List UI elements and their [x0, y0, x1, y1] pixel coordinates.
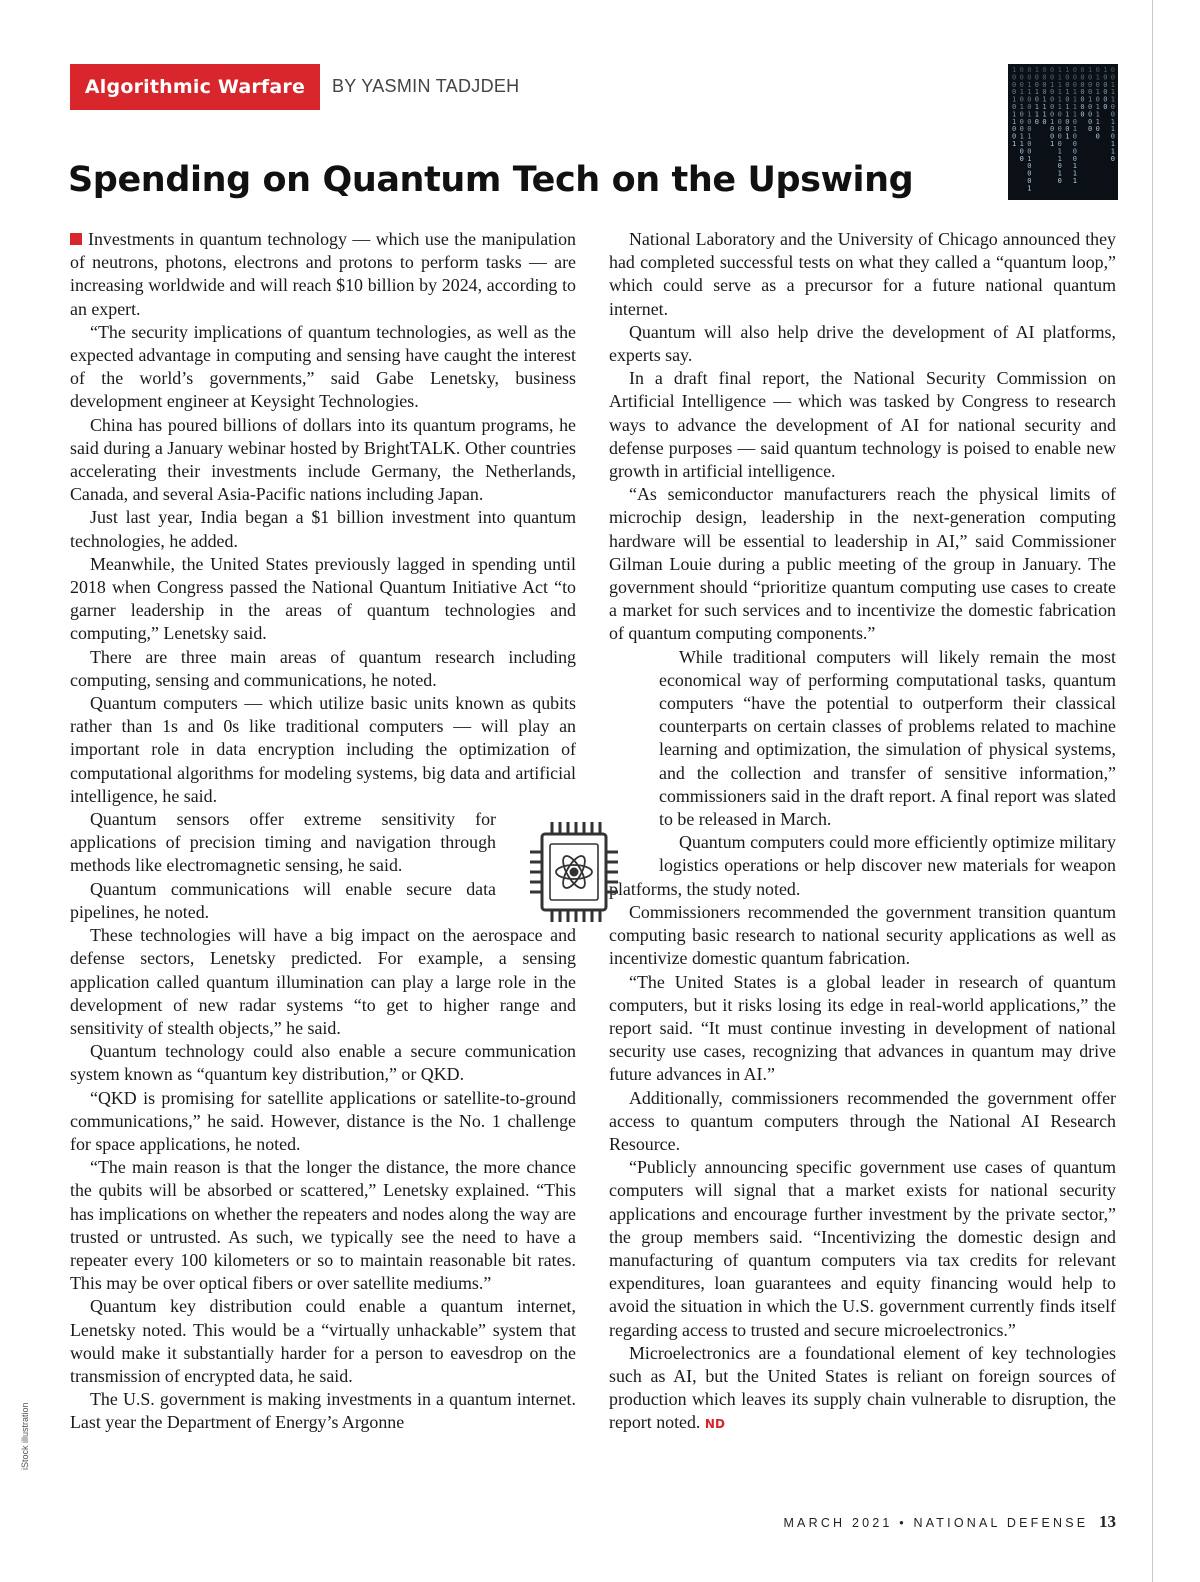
svg-text:1: 1	[1072, 125, 1078, 134]
svg-text:1: 1	[1019, 132, 1024, 141]
svg-text:0: 0	[1103, 88, 1108, 97]
svg-text:0: 0	[1042, 88, 1047, 97]
svg-text:0: 0	[1034, 80, 1040, 89]
svg-text:0: 0	[1103, 103, 1108, 111]
svg-text:0: 0	[1080, 66, 1085, 74]
svg-text:1: 1	[1072, 110, 1078, 119]
svg-text:0: 0	[1065, 117, 1070, 126]
svg-text:0: 0	[1057, 162, 1062, 171]
svg-text:0: 0	[1012, 103, 1017, 111]
svg-text:0: 0	[1019, 66, 1024, 74]
article-paragraph: China has poured billions of dollars into its quantum programs, he said during a January webinar hosted by BrightTALK. Other countries accelerating their investments include Germany, the Netherlands, Canada, and several Asia-Pacific nations including Japan.	[70, 414, 576, 505]
svg-text:1: 1	[1050, 80, 1055, 89]
svg-text:1: 1	[1057, 154, 1062, 163]
svg-text:1: 1	[1027, 154, 1032, 163]
end-mark: ND	[704, 1417, 725, 1432]
svg-text:1: 1	[1027, 80, 1032, 89]
svg-text:1: 1	[1057, 169, 1062, 178]
article-paragraph: Quantum communications will enable secure data pipelines, he noted.	[70, 878, 496, 922]
svg-text:1: 1	[1057, 95, 1062, 104]
svg-text:1: 1	[1034, 110, 1040, 119]
svg-text:0: 0	[1019, 95, 1024, 104]
svg-text:1: 1	[1103, 66, 1108, 74]
svg-text:0: 0	[1057, 177, 1062, 185]
svg-text:1: 1	[1027, 88, 1032, 97]
article-paragraph: The U.S. government is making investments in a quantum internet. Last year the Department of Energy’s Argonne	[70, 1389, 576, 1433]
svg-text:1: 1	[1027, 184, 1032, 193]
article-paragraph: In a draft final report, the National Security Commission on Artificial Intelligence — which was tasked by Congress to research ways to advance the development of AI for national security and defense purposes — said quantum technology is poised to enable new growth in artificial intelligence.	[609, 368, 1116, 482]
svg-text:1: 1	[1057, 73, 1062, 82]
svg-text:0: 0	[1080, 73, 1085, 82]
svg-text:0: 0	[1072, 132, 1078, 141]
article-paragraph: Quantum will also help drive the development of AI platforms, experts say.	[609, 321, 1116, 366]
svg-text:0: 0	[1088, 88, 1093, 97]
article-paragraph: These technologies will have a big impact on the aerospace and defense sectors, Lenetsky predicted. For example, a sensing application called quantum illumination can play a large role in the development of new radar systems “to get to higher range and sensitivity of stealth objects,” he said.	[70, 925, 576, 1038]
svg-text:0: 0	[1042, 117, 1047, 126]
svg-text:1: 1	[1042, 95, 1047, 104]
photo-credit: iStock illustration	[20, 1402, 30, 1470]
svg-text:1: 1	[1057, 147, 1062, 156]
svg-text:0: 0	[1095, 66, 1100, 74]
svg-text:0: 0	[1095, 132, 1100, 141]
svg-text:0: 0	[1080, 95, 1085, 104]
svg-text:1: 1	[1110, 80, 1116, 89]
svg-text:0: 0	[1027, 117, 1032, 126]
svg-text:0: 0	[1019, 117, 1024, 126]
svg-text:0: 0	[1027, 66, 1032, 74]
svg-text:1: 1	[1012, 117, 1017, 126]
svg-text:1: 1	[1065, 66, 1070, 74]
article-paragraph: Quantum technology could also enable a secure communication system known as “quantum key distribution,” or QKD.	[70, 1041, 576, 1085]
svg-text:1: 1	[1057, 80, 1062, 89]
svg-text:1: 1	[1110, 140, 1116, 148]
svg-text:0: 0	[1042, 73, 1047, 82]
svg-text:0: 0	[1027, 147, 1032, 156]
svg-text:0: 0	[1088, 73, 1093, 82]
svg-text:1: 1	[1072, 162, 1078, 171]
svg-text:0: 0	[1027, 177, 1032, 185]
svg-text:1: 1	[1110, 117, 1116, 126]
right-column	[609, 228, 1116, 1437]
svg-text:1: 1	[1057, 66, 1062, 74]
svg-text:1: 1	[1065, 88, 1070, 97]
svg-text:0: 0	[1095, 80, 1100, 89]
svg-text:0: 0	[1072, 147, 1078, 156]
svg-text:0: 0	[1027, 169, 1032, 178]
svg-text:0: 0	[1012, 80, 1017, 89]
svg-text:1: 1	[1095, 73, 1100, 82]
svg-text:0: 0	[1057, 125, 1062, 134]
article-paragraph: “Publicly announcing specific government use cases of quantum computers will signal that a market exists for national security applications and encourage further investment by the private sector,” the group members said. “Incentivizing the domestic design and manufacturing of quantum computers via tax credits for relevant expenditures, loan guarantees and equity financing would help to avoid the situation in which the U.S. government currently finds itself regarding access to trusted and secure microelectronics.”	[609, 1157, 1116, 1340]
svg-text:0: 0	[1050, 73, 1055, 82]
svg-text:1: 1	[1072, 103, 1078, 111]
byline: BY YASMIN TADJDEH	[332, 76, 520, 96]
svg-text:1: 1	[1057, 103, 1062, 111]
article-paragraph: “The main reason is that the longer the distance, the more chance the qubits will be absorbed or scattered,” Lenetsky explained. “This has implications on whether the repeaters and nodes along the way are trusted or untrusted. As such, we typically see the need to have a repeater every 100 kilometers or so to maintain reasonable bit rates. This may be over optical fibers or over satellite mediums.”	[70, 1157, 576, 1294]
svg-text:1: 1	[1034, 88, 1040, 97]
svg-text:0: 0	[1110, 154, 1116, 163]
page-number: 13	[1099, 1512, 1116, 1531]
article-paragraph: Quantum computers — which utilize basic units known as qubits rather than 1s and 0s like traditional computers — will play an important role in data encryption including the optimization of computational algorithms for modeling systems, big data and artificial intelligence, he said.	[70, 693, 576, 806]
svg-text:1: 1	[1042, 110, 1047, 119]
headline: Spending on Quantum Tech on the Upswing	[68, 160, 914, 200]
svg-text:1: 1	[1072, 88, 1078, 97]
svg-text:0: 0	[1012, 125, 1017, 134]
svg-text:0: 0	[1027, 103, 1032, 111]
svg-text:1: 1	[1095, 117, 1100, 126]
svg-text:1: 1	[1012, 110, 1017, 119]
svg-text:0: 0	[1095, 125, 1100, 134]
svg-text:0: 0	[1110, 103, 1116, 111]
svg-text:1: 1	[1110, 147, 1116, 156]
svg-text:1: 1	[1065, 103, 1070, 111]
svg-text:0: 0	[1072, 140, 1078, 148]
svg-text:0: 0	[1057, 110, 1062, 119]
svg-text:0: 0	[1027, 162, 1032, 171]
svg-text:1: 1	[1095, 110, 1100, 119]
svg-text:0: 0	[1110, 132, 1116, 141]
svg-text:1: 1	[1072, 169, 1078, 178]
article-paragraph: Quantum key distribution could enable a quantum internet, Lenetsky noted. This would be a “virtually unhackable” system that would make it substantially harder for a person to eavesdrop on the transmission of encrypted data, he said.	[70, 1296, 576, 1386]
svg-text:0: 0	[1072, 154, 1078, 163]
svg-text:0: 0	[1072, 73, 1078, 82]
svg-text:0: 0	[1057, 140, 1062, 148]
article-paragraph: “The United States is a global leader in research of quantum computers, but it risks losing its edge in real-world applications,” the report said. “It must continue investing in development of national security use cases, recognizing that advances in quantum may drive future advances in AI.”	[609, 971, 1116, 1085]
svg-text:0: 0	[1050, 110, 1055, 119]
svg-text:0: 0	[1027, 140, 1032, 148]
article-paragraph: National Laboratory and the University of Chicago announced they had completed successful tests on what they called a “quantum loop,” which could serve as a precursor for a future national quantum internet.	[609, 229, 1116, 319]
svg-text:0: 0	[1072, 117, 1078, 126]
svg-text:0: 0	[1019, 147, 1024, 156]
svg-text:0: 0	[1027, 73, 1032, 82]
svg-text:0: 0	[1050, 125, 1055, 134]
svg-text:0: 0	[1103, 80, 1108, 89]
article-paragraph: Quantum computers could more efficiently optimize military logistics operations or help discover new materials for weapon platforms, the study noted.	[609, 832, 1116, 899]
svg-text:0: 0	[1050, 88, 1055, 97]
svg-text:1: 1	[1050, 117, 1055, 126]
svg-text:1: 1	[1012, 140, 1017, 148]
svg-text:0: 0	[1019, 73, 1024, 82]
article-paragraph: Just last year, India began a $1 billion investment into quantum technologies, he added.	[70, 507, 576, 551]
article-paragraph: “As semiconductor manufacturers reach the physical limits of microchip design, leadership in the next-generation computing hardware will be essential to leadership in AI,” said Commissioner Gilman Louie during a public meeting of the group in January. The government should “prioritize quantum computing use cases to create a market for such services and to incentivize the domestic fabrication of quantum computing components.”	[609, 484, 1116, 644]
svg-text:1: 1	[1065, 110, 1070, 119]
svg-text:0: 0	[1034, 73, 1040, 82]
svg-text:0: 0	[1019, 110, 1024, 119]
department-tag: Algorithmic Warfare	[70, 64, 320, 110]
svg-text:0: 0	[1057, 132, 1062, 141]
svg-text:0: 0	[1080, 88, 1085, 97]
svg-text:1: 1	[1027, 132, 1032, 141]
article-paragraph: Meanwhile, the United States previously lagged in spending until 2018 when Congress passed the National Quantum Initiative Act “to garner leadership in the areas of quantum technologies and computing,” Lenetsky said.	[70, 553, 576, 644]
svg-text:1: 1	[1042, 103, 1047, 111]
svg-text:0: 0	[1080, 80, 1085, 89]
svg-text:1: 1	[1095, 88, 1100, 97]
svg-text:0: 0	[1088, 110, 1093, 119]
svg-text:0: 0	[1050, 95, 1055, 104]
svg-text:1: 1	[1050, 140, 1055, 148]
page-edge-rule	[1152, 0, 1153, 1582]
svg-text:0: 0	[1072, 80, 1078, 89]
svg-text:0: 0	[1103, 95, 1108, 104]
article-paragraph: Microelectronics are a foundational element of key technologies such as AI, but the United States is reliant on foreign sources of production which leaves its supply chain vulnerable to disruption, the report noted. ND	[609, 1342, 1116, 1433]
svg-text:1: 1	[1012, 66, 1017, 74]
article-paragraph: Commissioners recommended the government transition quantum computing basic research to national security applications as well as incentivize domestic quantum fabrication.	[609, 901, 1116, 969]
svg-text:0: 0	[1065, 80, 1070, 89]
folio-text: MARCH 2021 • NATIONAL DEFENSE	[783, 1516, 1089, 1530]
svg-text:0: 0	[1065, 73, 1070, 82]
svg-text:0: 0	[1095, 95, 1100, 104]
left-column	[70, 228, 576, 1435]
svg-text:0: 0	[1065, 125, 1070, 134]
svg-text:0: 0	[1080, 103, 1085, 111]
svg-text:0: 0	[1110, 110, 1116, 119]
svg-text:0: 0	[1012, 73, 1017, 82]
svg-text:0: 0	[1019, 80, 1024, 89]
svg-text:0: 0	[1065, 95, 1070, 104]
svg-text:0: 0	[1042, 66, 1047, 74]
svg-text:0: 0	[1019, 125, 1024, 134]
page-footer	[783, 1512, 1116, 1532]
svg-text:1: 1	[1027, 110, 1032, 119]
article-paragraph: While traditional computers will likely remain the most economical way of performing computational tasks, quantum computers “have the potential to outperform their classical counterparts on certain classes of problems related to machine learning and optimization, the simulation of physical systems, and the collection and transfer of sensitive information,” commissioners said in the draft report. A final report was slated to be released in March.	[659, 646, 1116, 830]
svg-text:1: 1	[1072, 95, 1078, 104]
svg-text:0: 0	[1050, 66, 1055, 74]
article-paragraph: Investments in quantum technology — which use the manipulation of neutrons, photons, electrons and protons to perform tasks — are increasing worldwide and will reach $10 billion by 2024, according to an expert.	[70, 229, 576, 319]
lead-bullet	[70, 233, 82, 245]
svg-text:0: 0	[1110, 66, 1116, 74]
svg-text:1: 1	[1110, 95, 1116, 104]
svg-text:0: 0	[1027, 95, 1032, 104]
svg-text:1: 1	[1065, 132, 1070, 141]
svg-text:0: 0	[1057, 117, 1062, 126]
svg-text:1: 1	[1110, 125, 1116, 134]
svg-text:0: 0	[1042, 80, 1047, 89]
article-paragraph: “The security implications of quantum technologies, as well as the expected advantage in computing and sensing have caught the interest of the world’s governments,” said Gabe Lenetsky, business development engineer at Keysight Technologies.	[70, 321, 576, 412]
svg-text:0: 0	[1012, 132, 1017, 141]
svg-text:1: 1	[1012, 95, 1017, 104]
svg-text:0: 0	[1080, 110, 1085, 119]
svg-text:0: 0	[1088, 117, 1093, 126]
svg-text:0: 0	[1034, 117, 1040, 126]
svg-text:0: 0	[1088, 80, 1093, 89]
svg-text:0: 0	[1019, 154, 1024, 163]
article-paragraph: There are three main areas of quantum research including computing, sensing and communications, he noted.	[70, 646, 576, 690]
svg-text:0: 0	[1110, 73, 1116, 82]
article-paragraph: “QKD is promising for satellite applications or satellite-to-ground communications,” he said. However, distance is the No. 1 challenge for space applications, he noted.	[70, 1087, 576, 1154]
svg-text:1: 1	[1019, 140, 1024, 148]
svg-text:0: 0	[1103, 73, 1108, 82]
svg-text:1: 1	[1034, 66, 1040, 74]
svg-text:0: 0	[1088, 125, 1093, 134]
svg-text:0: 0	[1012, 88, 1017, 97]
svg-text:1: 1	[1088, 95, 1093, 104]
svg-text:1: 1	[1110, 88, 1116, 97]
svg-text:1: 1	[1095, 103, 1100, 111]
svg-text:1: 1	[1057, 88, 1062, 97]
svg-text:1: 1	[1034, 103, 1040, 111]
svg-text:0: 0	[1072, 66, 1078, 74]
svg-text:0: 0	[1050, 132, 1055, 141]
svg-text:0: 0	[1050, 103, 1055, 111]
article-paragraph: Additionally, commissioners recommended the government offer access to quantum computers through the National AI Research Resource.	[609, 1087, 1116, 1154]
svg-text:1: 1	[1019, 103, 1024, 111]
svg-text:0: 0	[1027, 125, 1032, 134]
svg-text:0: 0	[1034, 95, 1040, 104]
quantum-chip-icon	[528, 818, 620, 926]
svg-text:1: 1	[1088, 66, 1093, 74]
article-paragraph: Quantum sensors offer extreme sensitivity for applications of precision timing and navigation through methods like electromagnetic sensing, he said.	[70, 809, 496, 876]
svg-text:0: 0	[1088, 103, 1093, 111]
svg-text:1: 1	[1072, 177, 1078, 185]
svg-text:1: 1	[1019, 88, 1024, 97]
binary-code-image	[1008, 64, 1118, 200]
